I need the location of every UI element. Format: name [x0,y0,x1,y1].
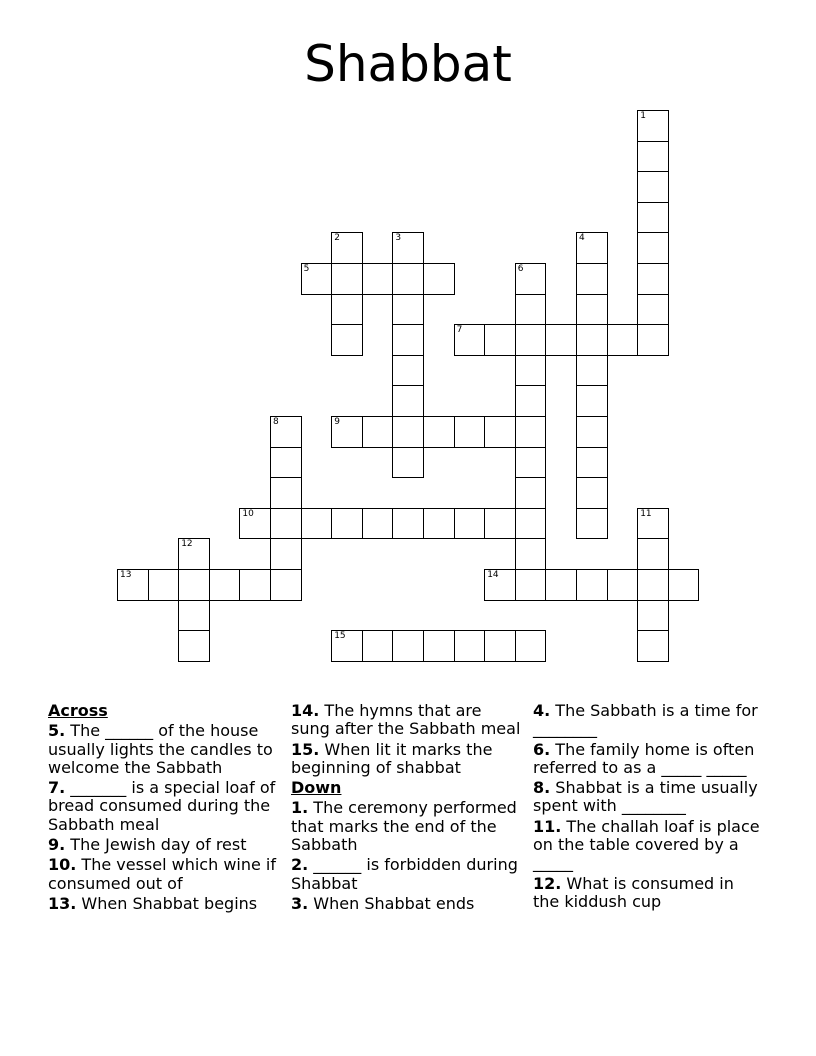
grid-cell[interactable] [515,355,547,387]
clue-item [48,895,280,913]
grid-cell[interactable] [576,447,608,479]
grid-cell[interactable] [331,263,363,295]
grid-cell[interactable] [637,232,669,264]
grid-cell[interactable] [178,600,210,632]
grid-cell[interactable] [392,416,424,448]
clue-number: 2 [334,233,340,244]
grid-cell[interactable] [637,538,669,570]
grid-cell[interactable] [454,416,486,448]
page-title: Shabbat [304,35,512,93]
clue-column-3 [533,702,765,913]
clue-item-number: 8. [533,778,551,798]
grid-cell[interactable] [637,294,669,326]
grid-cell[interactable] [576,294,608,326]
clue-item [533,741,765,778]
clue-item [291,702,523,739]
grid-cell[interactable] [576,385,608,417]
grid-cell[interactable] [117,569,149,601]
grid-cell[interactable] [576,263,608,295]
clue-item-text: The vessel which wine if consumed out of [48,855,277,893]
clue-item [48,779,280,834]
grid-cell[interactable] [484,630,516,662]
clue-number: 8 [273,417,279,427]
grid-cell[interactable] [331,232,363,264]
grid-cell[interactable] [637,263,669,295]
grid-cell[interactable] [362,416,394,448]
grid-cell[interactable] [576,355,608,387]
grid-cell[interactable] [392,508,424,540]
grid-cell[interactable] [423,508,455,540]
clue-item-text: The ceremony performed that marks the end of the Sabbath [291,798,517,855]
grid-cell[interactable] [515,447,547,479]
grid-cell[interactable] [331,416,363,448]
grid-cell[interactable] [270,416,302,448]
grid-cell[interactable] [392,263,424,295]
grid-cell[interactable] [576,232,608,264]
clue-number: 6 [517,264,524,274]
grid-cell[interactable] [270,477,302,509]
clue-number: 3 [395,233,402,244]
grid-cell[interactable] [515,538,547,570]
grid-cell[interactable] [270,538,302,570]
clue-item-number: 3. [291,893,309,913]
grid-cell[interactable] [454,324,486,356]
grid-cell[interactable] [637,141,669,173]
grid-cell[interactable] [607,324,639,356]
grid-cell[interactable] [362,508,394,540]
clue-item-text: When Shabbat begins [76,893,258,913]
grid-cell[interactable] [331,294,363,326]
clue-item-number: 14. [291,701,320,720]
clue-item-text: The challah loaf is place on the table covered by a _____ [533,816,760,873]
grid-cell[interactable] [423,416,455,448]
clue-item-text: ______ is forbidden during Shabbat [291,855,518,893]
clue-item [533,818,765,873]
clue-number: 9 [334,417,340,427]
clue-item [533,702,765,739]
clue-item-text: _______ is a special loaf of bread consumed during the Sabbath meal [48,778,276,834]
grid-cell[interactable] [668,569,700,601]
grid-cell[interactable] [270,508,302,540]
grid-cell[interactable] [484,569,516,601]
grid-cell[interactable] [515,263,547,295]
clue-item [291,799,523,854]
grid-cell[interactable] [545,569,577,601]
clue-item-text: The family home is often referred to as a _____ _____ [533,739,755,777]
grid-cell[interactable] [392,324,424,356]
clue-item-number: 12. [533,873,562,893]
grid-cell[interactable] [178,630,210,662]
clue-item [291,895,523,913]
clue-item-number: 9. [48,835,66,855]
clue-number: 14 [487,570,499,580]
clue-number: 1 [640,111,646,121]
clue-item-number: 6. [533,739,551,759]
clue-item [533,875,765,912]
clue-column-1 [48,702,280,915]
grid-cell[interactable] [423,630,455,662]
grid-cell[interactable] [270,569,302,601]
clue-item-text: The Jewish day of rest [65,835,247,855]
clue-item-text: What is consumed in the kiddush cup [533,873,734,911]
clue-heading-down: Down [291,778,342,798]
grid-cell[interactable] [576,416,608,448]
clue-item-number: 4. [533,701,551,720]
grid-cell[interactable] [301,263,333,295]
clue-item-text: Shabbat is a time usually spent with ________ [533,778,758,816]
clue-item [291,741,523,778]
grid-cell[interactable] [301,508,333,540]
grid-cell[interactable] [576,508,608,540]
clue-heading-across: Across [48,701,108,720]
clue-item-text: The Sabbath is a time for ________ [533,701,758,739]
grid-cell[interactable] [423,263,455,295]
grid-cell[interactable] [331,324,363,356]
clue-number: 11 [640,508,652,519]
clue-number: 12 [181,539,193,550]
clue-item-number: 10. [48,855,77,875]
grid-cell[interactable] [637,110,669,142]
grid-cell[interactable] [515,630,547,662]
clue-item-number: 11. [533,816,562,836]
grid-cell[interactable] [331,630,363,662]
grid-cell[interactable] [209,569,241,601]
clue-number: 13 [120,570,132,580]
grid-cell[interactable] [576,477,608,509]
grid-cell[interactable] [484,508,516,540]
grid-cell[interactable] [270,447,302,479]
clue-item-number: 5. [48,721,66,741]
clue-item-text: The hymns that are sung after the Sabbath meal [291,701,521,739]
grid-cell[interactable] [392,447,424,479]
grid-cell[interactable] [515,294,547,326]
grid-cell[interactable] [239,569,271,601]
clue-item [48,856,280,893]
clue-item-number: 1. [291,798,309,818]
grid-cell[interactable] [515,385,547,417]
clue-number: 7 [456,325,463,336]
grid-cell[interactable] [178,538,210,570]
grid-cell[interactable] [178,569,210,601]
grid-cell[interactable] [637,569,669,601]
grid-cell[interactable] [148,569,180,601]
clue-item-text: When Shabbat ends [308,893,475,913]
clue-number: 4 [579,233,585,244]
clue-number: 10 [242,508,254,519]
grid-cell[interactable] [515,324,547,356]
grid-cell[interactable] [515,508,547,540]
clue-item [48,722,280,777]
clue-item [533,779,765,816]
grid-cell[interactable] [515,569,547,601]
clue-item-text: The ______ of the house usually lights the candles to welcome the Sabbath [48,721,273,777]
grid-cell[interactable] [454,508,486,540]
clue-column-2 [291,702,523,915]
clue-item [291,856,523,893]
grid-cell[interactable] [484,416,516,448]
grid-cell[interactable] [392,385,424,417]
clue-item-number: 2. [291,855,309,875]
grid-cell[interactable] [392,630,424,662]
grid-cell[interactable] [637,508,669,540]
clue-number: 5 [303,264,310,274]
grid-cell[interactable] [392,294,424,326]
grid-cell[interactable] [362,630,394,662]
grid-cell[interactable] [454,630,486,662]
grid-cell[interactable] [637,202,669,234]
clue-item-number: 7. [48,778,66,798]
clue-item [48,836,280,854]
grid-cell[interactable] [392,232,424,264]
grid-cell[interactable] [576,569,608,601]
grid-cell[interactable] [607,569,639,601]
clue-item-text: When lit it marks the beginning of shabbat [291,739,493,777]
grid-cell[interactable] [239,508,271,540]
grid-cell[interactable] [576,324,608,356]
clue-number: 15 [334,631,346,642]
grid-cell[interactable] [392,355,424,387]
grid-cell[interactable] [545,324,577,356]
grid-cell[interactable] [637,171,669,203]
clue-item-number: 15. [291,739,320,759]
grid-cell[interactable] [637,600,669,632]
grid-cell[interactable] [362,263,394,295]
grid-cell[interactable] [515,416,547,448]
grid-cell[interactable] [484,324,516,356]
grid-cell[interactable] [331,508,363,540]
clue-item-number: 13. [48,893,77,913]
grid-cell[interactable] [637,630,669,662]
grid-cell[interactable] [515,477,547,509]
grid-cell[interactable] [637,324,669,356]
